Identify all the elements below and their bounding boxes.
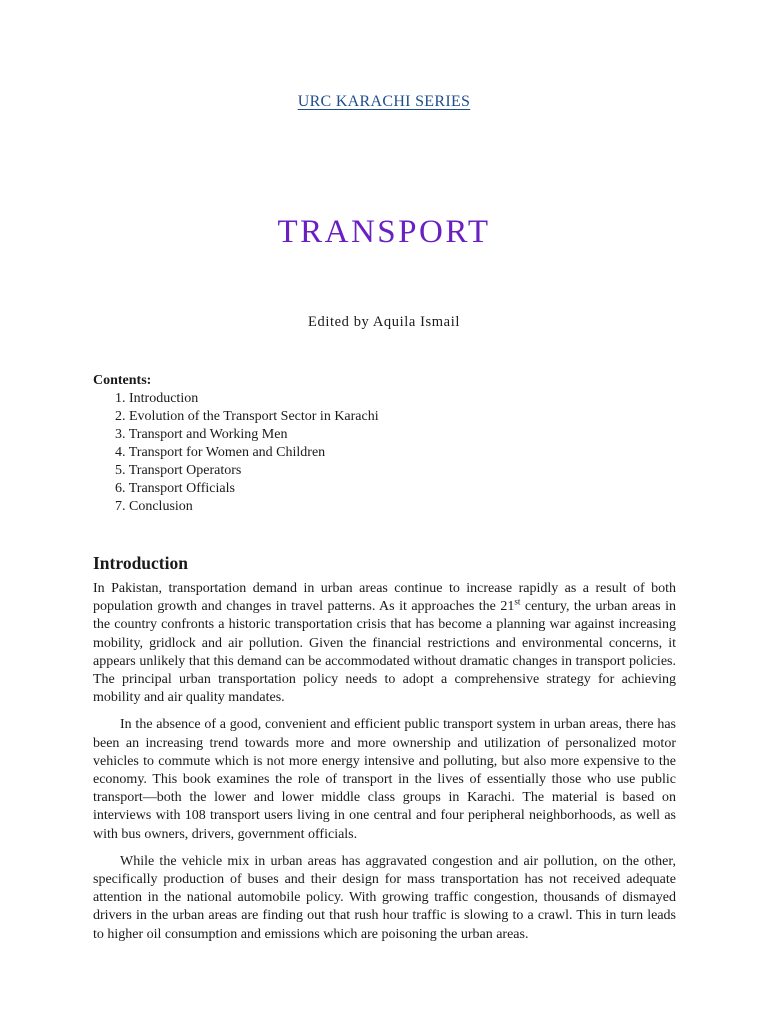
century-superscript: st	[514, 596, 521, 607]
contents-heading: Contents:	[93, 373, 152, 388]
section-heading-introduction: Introduction	[93, 553, 188, 573]
contents-item: 5. Transport Operators	[115, 463, 242, 478]
contents-item: 7. Conclusion	[115, 499, 193, 514]
paragraph-1-part1: In Pakistan, transportation demand in urban areas continue to increase rapidly as a result of both population growth and changes in travel patterns. As it approaches the 21	[93, 581, 676, 615]
contents-list	[93, 390, 379, 516]
paragraph-2: In the absence of a good, convenient and efficient public transport system in urban areas, there has been an increasing trend towards more and more ownership and utilization of personalized motor vehicles to commute which is not more energy intensive and polluting, but also more expensive to the economy. This book examines the role of transport in the lives of essentially those who use public transport—both the lower and lower middle class groups in Karachi. The material is based on interviews with 108 transport users living in one central and four peripheral neighborhoods, as well as with bus owners, drivers, government officials.	[93, 717, 676, 842]
contents-item: 2. Evolution of the Transport Sector in Karachi	[115, 409, 379, 424]
contents-item: 6. Transport Officials	[115, 481, 235, 496]
paragraph-3: While the vehicle mix in urban areas has aggravated congestion and air pollution, on the other, specifically production of buses and their design for mass transportation has not received adequate attention in the national automobile policy. With growing traffic congestion, thousands of dismayed drivers in the urban areas are finding out that rush hour traffic is slowing to a crawl. This in turn leads to higher oil consumption and emissions which are poisoning the urban areas.	[93, 853, 676, 942]
contents-item: 4. Transport for Women and Children	[115, 445, 326, 460]
contents-item: 3. Transport and Working Men	[115, 427, 288, 442]
series-header	[0, 93, 768, 111]
contents-item: 1. Introduction	[115, 391, 199, 406]
document-title: TRANSPORT	[277, 214, 491, 250]
series-link[interactable]: URC KARACHI SERIES	[297, 93, 471, 110]
introduction-body	[93, 580, 676, 953]
table-of-contents	[93, 372, 379, 516]
editor-credit: Edited by Aquila Ismail	[308, 314, 460, 330]
paragraph-1-part2: century, the urban areas in the country confronts a historic transportation crisis that has become a planning war against increasing mobility, gridlock and air pollution. Given the financial restrictions and environmental concerns, it appears unlikely that this demand can be accommodated without dramatic changes in transport policies. The principal urban transportation policy needs to adopt a comprehensive strategy for achieving mobility and air quality mandates.	[93, 599, 676, 706]
paragraph-1	[93, 580, 676, 707]
